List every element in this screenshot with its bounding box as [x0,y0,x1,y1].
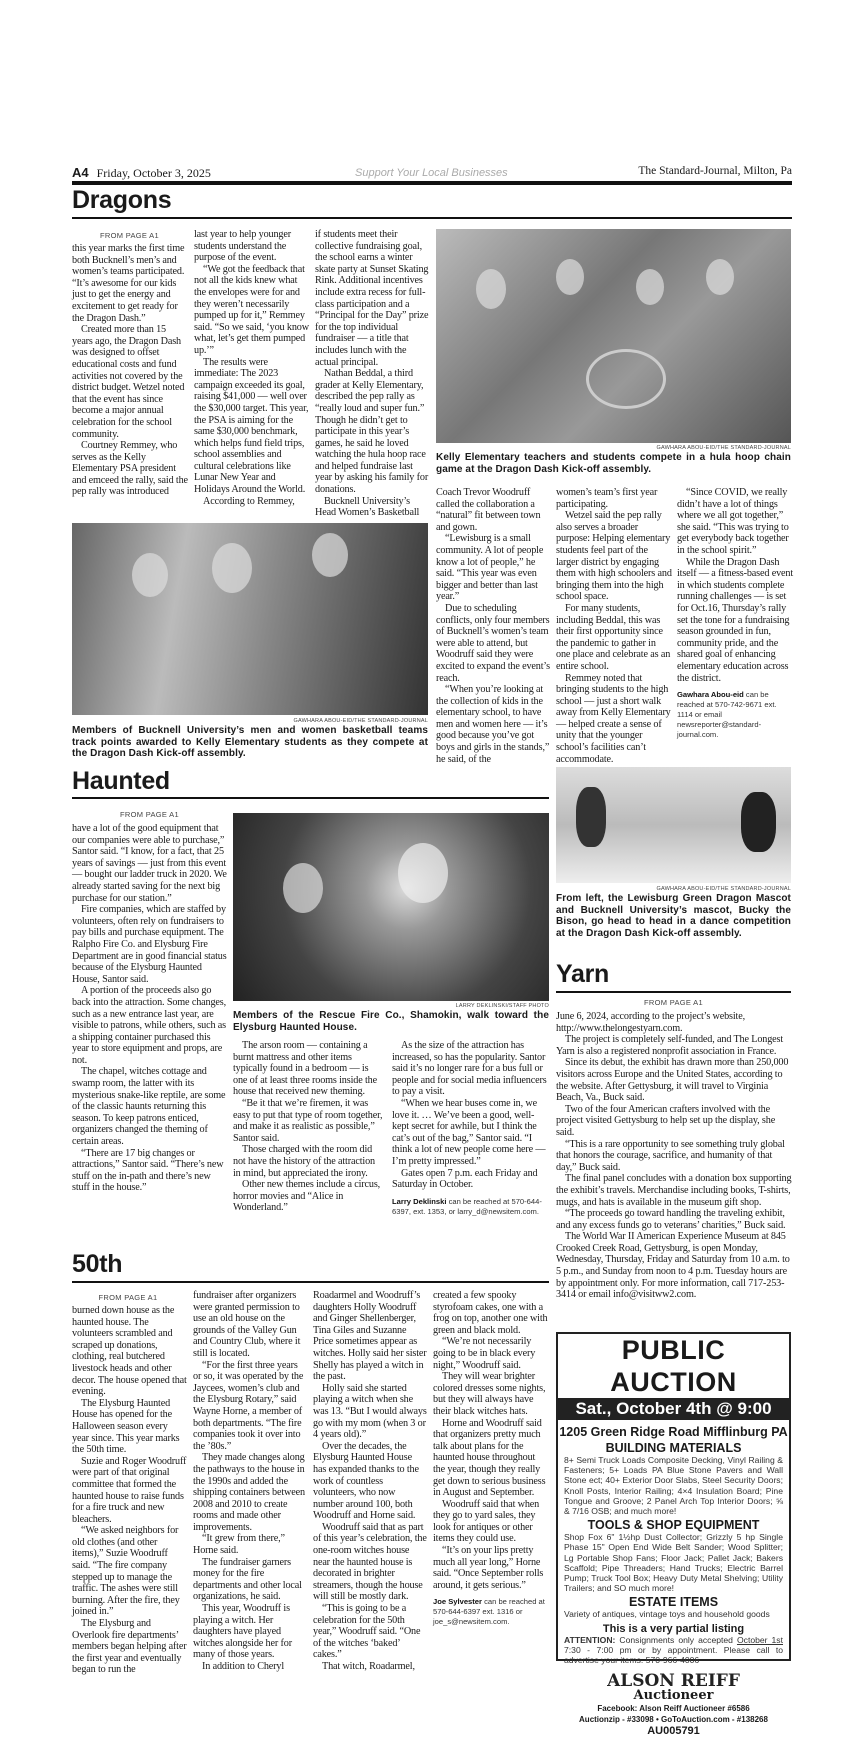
paragraph: “For the first three years or so, it was operated by the Jaycees, women’s club and the Elysburg Rotary,” said Wayne Horne, a member of both departments. “The fire companies took it over into the ’80s.” [193,1359,304,1452]
paragraph: Over the decades, the Elysburg Haunted House has expanded thanks to the work of countless volunteers, who now number around 100, both Woodruff and Horne said. [313,1440,419,1522]
paragraph: Due to scheduling conflicts, only four members of Bucknell’s women’s team were able to attend, but Woodruff said they were excited to expand the event’s reach. [436,602,550,684]
paragraph: burned down house as the haunted house. The volunteers scrambled and scraped up donations, clothing, real butchered livestock heads and other decor. The house opened that evening. [72,1305,187,1398]
paragraph: “We asked neighbors for old clothes (and other items),” Suzie Woodruff said. “The fire company stepped up to manage the traffic. The ashes were still burning. After the fire, they joined in.” [72,1525,180,1618]
attention-date: October 1st [736,1634,783,1645]
paragraph: “There are 17 big changes or attractions,” Santor said. “There’s new stuff on the in-path and there’s new stuff in the house.” [72,1147,224,1194]
header-rule [72,181,792,185]
paragraph: According to Remmey, [203,495,295,507]
ad-section-text: Variety of antiques, vintage toys and household goods [564,1609,770,1620]
jump-line: FROM PAGE A1 [100,231,159,240]
paragraph: “When you’re looking at the collection of kids in the elementary school, to have men and women here — it’s good because you’ve got boys and girls in the stands,” he said, of the [436,684,550,765]
section-title-50th: 50th [72,1250,123,1278]
photo-bucknell-teams [72,523,428,715]
page-header [72,164,211,182]
paragraph: They will wear brighter colored dresses some nights, but they will always have their black witches hats. [433,1371,546,1417]
attention-label: ATTENTION: [564,1634,616,1645]
article-column [72,243,189,511]
ad-section-heading: ESTATE ITEMS [628,1595,719,1610]
paragraph: Woodruff said that as part of this year’s celebration, the one-room witches house near the haunted house is decorated in brighter streamers, though the house will still be mostly dark. [313,1521,427,1603]
paragraph: The arson room — containing a burnt mattress and other items typically found in a bedroom — is one of at least three rooms inside the house that received new theming. [233,1040,377,1098]
paragraph: “Be it that we’re firemen, it was easy to put that type of room together, and make it as realistic as possible,” Santor said. [233,1097,383,1144]
slogan: Support Your Local Businesses [355,167,508,179]
article-column [194,229,311,511]
author-signature [392,1197,549,1217]
photo-credit: GAWHARA ABOU-EID/THE STANDARD-JOURNAL [293,718,428,724]
paragraph: women’s team’s first year participating. [556,487,658,510]
paragraph: Courtney Remmey, who serves as the Kelly Elementary PSA president and emceed the rally, said the pep rally was introduced [72,440,188,498]
ad-facebook: Facebook: Alson Reiff Auctioneer #6586 [597,1704,750,1714]
paragraph: The results were immediate: The 2023 campaign exceeded its goal, raising $41,000 — well over the $30,000 target. This year, the PSA is aiming for the same $30,000 benchmark, which helps fund field trips, school assemblies and cultural celebrations like Lunar New Year and Holidays Around the World. [194,356,309,496]
issue-date: Friday, October 3, 2025 [96,166,211,180]
paragraph: The chapel, witches cottage and swamp room, the latter with its mysterious snake-like reptile, are some of the classic haunts returning this season. To keep patrons enticed, organizers changed the theming of certain areas. [72,1066,226,1148]
auctioneer-logo: ALSON REIFF [607,1671,740,1692]
paragraph: The Elysburg Haunted House has opened for the Halloween season every year since. This year marks the 50th time. [72,1397,180,1456]
ad-section-heading: TOOLS & SHOP EQUIPMENT [587,1518,760,1533]
publication-name: The Standard-Journal, Milton, Pa [638,165,792,177]
ad-date: Sat., October 4th @ 9:00 [558,1398,789,1420]
paragraph: While the Dragon Dash itself — a fitness-based event in which students complete running challenges — is set for Oct.16, Thursday’s rally set the tone for a fundraising season grounded in fun, community pride, and the shared goal of enhancing elementary education across the district. [677,556,794,684]
article-column [233,1040,383,1214]
paragraph: The final panel concludes with a donation box supporting the exhibit’s travels. Merchandise including books, T-shirts, mugs, and hats is available in the museum gift shop. [556,1173,792,1208]
auction-advertisement [556,1332,791,1737]
author-name: Joe Sylvester [433,1597,482,1607]
photo-credit: GAWHARA ABOU-EID/THE STANDARD-JOURNAL [656,445,791,451]
author-contact: can be reached at 570-644-6397 ext. 1316 or joe_s@newsitem.com. [433,1597,545,1627]
jump-line: FROM PAGE A1 [644,998,703,1007]
author-contact: can be reached at 570-644-6397, ext. 1353, or larry_d@newsitem.com. [392,1196,542,1216]
paragraph: this year marks the first time both Bucknell’s men’s and women’s teams participated. “It’s awesome for our kids just to get the energy and excitement to get ready for the Dragon Dash.” [72,243,185,324]
paragraph: Bucknell University’s Head Women’s Basketball [315,495,420,519]
photo-credit: LARRY DEKLINSKI/STAFF PHOTO [455,1003,549,1009]
photo-credit: GAWHARA ABOU-EID/THE STANDARD-JOURNAL [656,886,791,892]
author-name: Gawhara Abou-eid [677,690,744,700]
paragraph: This year, Woodruff is playing a witch. Her daughters have played witches alongside her for many of those years. [193,1603,292,1661]
paragraph: “It grew from there,” Horne said. [193,1533,285,1557]
paragraph: Since its debut, the exhibit has drawn more than 250,000 visitors across Europe and the United States, according to the website. After Gettysburg, it will travel to Virginia Beach, Va., Buck said. [556,1057,789,1104]
ad-section-heading: BUILDING MATERIALS [605,1441,742,1455]
jump-line: FROM PAGE A1 [120,810,179,819]
page-number: A4 [72,165,89,180]
paragraph: A portion of the proceeds also go back into the attraction. Some changes, such as a new entrance last year, are visible to patrons, while others, such as a shipping container purchased this year to store equipment and props, are not. [72,985,226,1066]
article-column [677,487,793,684]
photo-caption: From left, the Lewisburg Green Dragon Mascot and Bucknell University’s mascot, Bucky the Bison, go head to head in a dance competition at the Dragon Dash Kick-off assembly. [556,893,791,939]
ad-section-text: Shop Fox 6" 1½hp Dust Collector; Grizzly 5 hp Single Phase 15" Open End Wide Belt Sander; Wood Splitter; Lg Portable Shop Fans; Floor Jack; Pallet Jack; Bakers Scaffold; Pipe Threaders; Hand Trucks; Electric Barrel Pump; Truck Tool Box; Heavy Duty Metal Shelving; Utility Trailers; and SO much more! [564,1532,783,1594]
paragraph: created a few spooky styrofoam cakes, one with a frog on top, another one with green and black mold. [433,1290,548,1336]
article-column [433,1290,549,1591]
paragraph: Those charged with the room did not have the history of the attraction in mind, but appreciated the irony. [233,1144,375,1179]
paragraph: fundraiser after organizers were granted permission to use an old house on the grounds of the Valley Gun and Country Club, where it still is located. [193,1290,301,1359]
article-column [315,229,432,519]
paragraph: Wetzel said the pep rally also serves a broader purpose: Helping elementary students feel part of the larger district by engaging them with high schoolers and bringing them into the high school space. [556,510,672,603]
paragraph: Two of the four American crafters involved with the project visited Gettysburg to help set up the display, she said. [556,1103,776,1138]
paragraph: “Lewisburg is a small community. A lot of people know a lot of people,” he said. “This year was even bigger and better than last year.” [436,533,544,603]
paragraph: “The proceeds go toward handling the traveling exhibit, and any excess funds go to veterans’ charities,” Buck said. [556,1208,786,1231]
paragraph: June 6, 2024, according to the project’s website, http://www.thelongestyarn.com. [556,1011,745,1034]
paragraph: Woodruff said that when they go to yard sales, they look for antiques or other items they could use. [433,1498,540,1545]
ad-section-text: 8+ Semi Truck Loads Composite Decking, Vinyl Railing & Fasteners; 5+ Loads PA Blue Stone Pavers and Wall Stone ect; 40+ Exterior Door Slabs, Steel Security Doors; Knoll Posts, Interior Railing; 4×4 Insulation Board; Pine Tongue and Groove; 2 Panel Arch Top Interior Doors; ⅝ & 7/16 OSB; and much more! [564,1455,783,1517]
ad-note: This is a very partial listing [602,1622,745,1635]
article-column-end [677,487,793,765]
article-column [436,487,552,765]
paragraph: That witch, Roadarmel, [322,1661,415,1672]
article-column [556,1011,792,1321]
article-column-end [392,1040,549,1217]
ad-attention [558,1635,789,1666]
paragraph: last year to help younger students understand the purpose of the event. [194,229,291,264]
photo-mascot-dance [556,767,791,883]
paragraph: Fire companies, which are staffed by volunteers, often rely on fundraisers to pay bills and purchase equipment. The Ralpho Fire Co. and Elysburg Fire Department are in good financial status because of the Elysburg Haunted House, Santor said. [72,904,227,985]
paragraph: “This is a rare opportunity to see something truly global that honors the courage, sacrifice, and humanity of that day,” Buck said. [556,1138,785,1173]
paragraph: “This is going to be a celebration for the 50th year,” Woodruff said. “One of the witches ‘baked’ cakes.” [313,1603,421,1661]
attention-text: Consignments only accepted [615,1634,737,1645]
section-title-yarn: Yarn [556,960,609,988]
paragraph: Horne and Woodruff said that organizers pretty much talk about plans for the haunted house throughout the year, though they really get down to serious business in August and September. [433,1417,546,1499]
auctioneer-logo-sub: Auctioneer [633,1688,714,1704]
paragraph: “We’re not necessarily going to be in black every night,” Woodruff said. [433,1336,536,1371]
photo-caption: Members of the Rescue Fire Co., Shamokin, walk toward the Elysburg Haunted House. [233,1010,549,1033]
photo-caption: Kelly Elementary teachers and students compete in a hula hoop chain game at the Dragon Dash Kick-off assembly. [436,452,791,475]
paragraph: Created more than 15 years ago, the Dragon Dash was designed to offset educational costs and fund activities not covered by the district budget. Wetzel noted that the event has since become a major annual celebration for the school community. [72,324,185,440]
paragraph: The fundraiser garners money for the fire departments and other local organizations, he said. [193,1556,302,1603]
jump-line: FROM PAGE A1 [98,1293,158,1302]
paragraph: The project is completely self-funded, and The Longest Yarn is also a registered nonprofit association in France. [556,1034,784,1057]
paragraph: Holly said she started playing a witch when she was 13. “But I would always go with my mom (when 3 or 4 years old).” [313,1382,427,1441]
section-rule [72,1281,549,1283]
paragraph: “It’s on your lips pretty much all year long,” Horne said. “Once September rolls around, it gets serious.” [433,1545,544,1591]
article-column [72,823,228,1193]
paragraph: if students meet their collective fundraising goal, the school earns a winter skate party at Sunset Skating Rink. Additional incentives include extra recess for full-class participation and a “Principal for the Day” prize for the top individual fundraiser — a title that includes lunch with the actual principal. [315,229,429,368]
attention-text: 7:30 - 7:00 pm or by appointment. Please call to advertise your items. 570-966-4006 [564,1644,783,1666]
ad-links: Auctionzip - #33098 • GoToAuction.com - #138268 [579,1715,768,1725]
photo-haunted-clowns [233,813,549,1001]
section-rule [72,797,549,799]
paragraph: In addition to Cheryl [202,1661,285,1672]
author-contact: can be reached at 570-742-9671 ext. 1114 or email newsreporter@standard-journal.com. [677,690,777,740]
ad-title: PUBLIC AUCTION [610,1335,737,1397]
author-signature [433,1597,549,1627]
paragraph: They made changes along the pathways to the house in the 1990s and added the shipping containers between 2008 and 2010 to create rooms and made other improvements. [193,1452,305,1533]
article-column-end [433,1290,549,1627]
author-signature [677,690,793,740]
ad-license: AU005791 [647,1725,700,1737]
paragraph: have a lot of the good equipment that our companies were able to purchase,” Santor said. “I know, for a fact, that 25 years of savings — just from this event — bought our ladder truck in 2020. We already started saving for the next big purchase for our station.” [72,823,227,904]
photo-caption: Members of Bucknell University’s men and women basketball teams track points awarded to Kelly Elementary students as they compete at the Dragon Dash Kick-off assembly. [72,725,428,759]
paragraph: “We got the feedback that not all the kids knew what the envelopes were for and they weren’t necessarily pumped up for it,” Remmey said. “So we said, ‘you know what, let’s get them pumped up.’” [194,263,309,356]
paragraph: “Since COVID, we really didn’t have a lot of things where we all got together,” she said. “This was trying to get everybody back together in the school spirit.” [677,487,789,556]
section-rule [72,217,792,219]
section-title-dragons: Dragons [72,186,172,214]
paragraph: Gates open 7 p.m. each Friday and Saturday in October. [392,1167,538,1191]
article-column [313,1290,427,1685]
paragraph: For many students, including Beddal, this was their first opportunity since the pandemic to gather in one place and celebrate as an entire school. [556,602,671,672]
article-column [72,1305,187,1685]
ad-address: 1205 Green Ridge Road Mifflinburg PA [559,1425,788,1439]
article-column [392,1040,549,1191]
section-rule [556,991,791,993]
paragraph: Remmey noted that bringing students to the high school — just a short walk away from Kelly Elementary — helped create a sense of unity that the younger school’s facilities can’t accommodate. [556,672,671,765]
photo-hula-hoop-game [436,229,791,443]
paragraph: Roadarmel and Woodruff’s daughters Holly Woodruff and Ginger Shellenberger, Tina Giles and Suzanne Price sometimes appear as witches. Holly said her sister Shelly has played a witch in the past. [313,1290,427,1383]
paragraph: Suzie and Roger Woodruff were part of that original committee that formed the haunted house to raise funds for a fire truck and new bleachers. [72,1455,187,1525]
article-column [556,487,672,765]
article-column [193,1290,305,1685]
paragraph: Nathan Beddal, a third grader at Kelly Elementary, described the pep rally as “really loud and super fun.” Though he didn’t get to participate in this year’s games, he said he loved watching the hula hoop race and helped fundraise last year by asking his family for donations. [315,368,429,496]
section-title-haunted: Haunted [72,767,170,795]
paragraph: Coach Trevor Woodruff called the collaboration a “natural” fit between town and gown. [436,487,541,533]
paragraph: The Elysburg and Overlook fire departments’ members began helping after the first year and eventually began to run the [72,1618,187,1676]
paragraph: As the size of the attraction has increased, so has the popularity. Santor said it’s no longer rare for a bus full or people and for social media influencers to pay a visit. [392,1040,547,1098]
paragraph: “When we hear buses come in, we love it. … We’ve been a good, well-kept secret for awhile, but I think the cat’s out of the bag,” Santor said. “I think a lot of new people come here — I’m pretty impressed.” [392,1097,546,1167]
paragraph: The World War II American Experience Museum at 845 Crooked Creek Road, Gettysburg, is open Monday, Wednesday, Thursday, Friday and Saturday from 10 a.m. to 5 p.m., and Sunday from noon to 4 p.m. Tuesday hours are by appointment only. For more information, call 717-253-3414 or email info@visitww2.com. [556,1231,790,1301]
paragraph: Other new themes include a circus, horror movies and “Alice in Wonderland.” [233,1179,381,1214]
author-name: Larry Deklinski [392,1196,447,1206]
